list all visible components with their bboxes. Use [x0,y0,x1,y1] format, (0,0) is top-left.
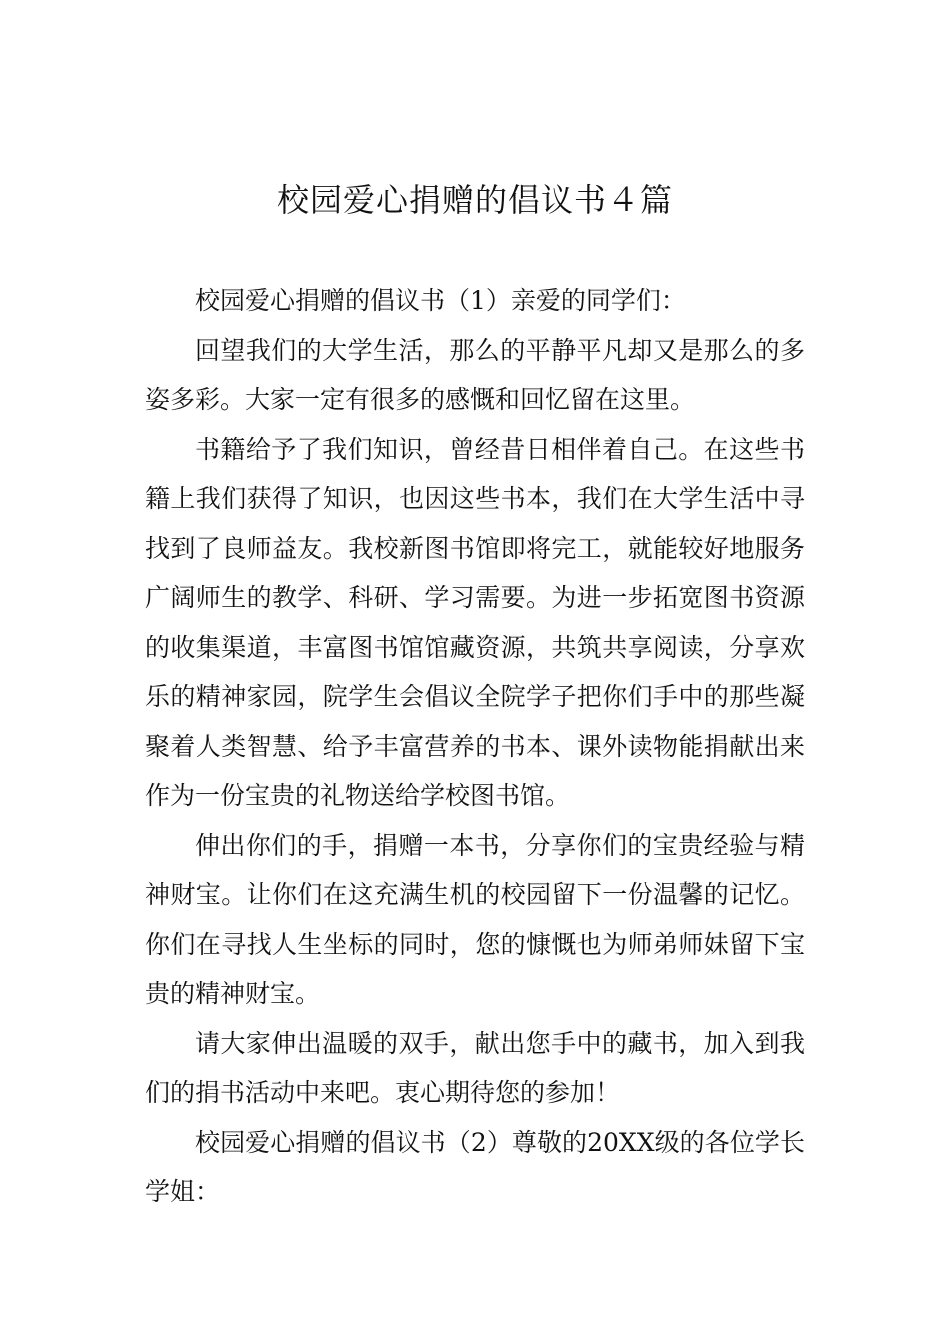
paragraph-letter-2-heading: 校园爱心捐赠的倡议书（2）尊敬的20XX级的各位学长学姐： [145,1127,805,1206]
document-title: 校园爱心捐赠的倡议书４篇 [276,181,673,219]
paragraph-letter-1-heading: 校园爱心捐赠的倡议书（1）亲爱的同学们： [195,286,686,315]
document-body [145,276,805,1217]
paragraph: 请大家伸出温暖的双手，献出您手中的藏书，加入到我们的捐书活动中来吧。衷心期待您的参加！ [145,1028,805,1107]
paragraph: 书籍给予了我们知识，曾经昔日相伴着自己。在这些书籍上我们获得了知识，也因这些书本，我们在大学生活中寻找到了良师益友。我校新图书馆即将完工，就能较好地服务广阔师生的教学、科研、学习需要。为进一步拓宽图书资源的收集渠道，丰富图书馆馆藏资源，共筑共享阅读，分享欢乐的精神家园，院学生会倡议全院学子把你们手中的那些凝聚着人类智慧、给予丰富营养的书本、课外读物能捐献出来作为一份宝贵的礼物送给学校图书馆。 [145,434,805,810]
paragraph: 回望我们的大学生活，那么的平静平凡却又是那么的多姿多彩。大家一定有很多的感慨和回忆留在这里。 [145,335,805,414]
paragraph: 伸出你们的手，捐赠一本书，分享你们的宝贵经验与精神财宝。让你们在这充满生机的校园留下一份温馨的记忆。你们在寻找人生坐标的同时，您的慷慨也为师弟师妹留下宝贵的精神财宝。 [145,830,805,1008]
